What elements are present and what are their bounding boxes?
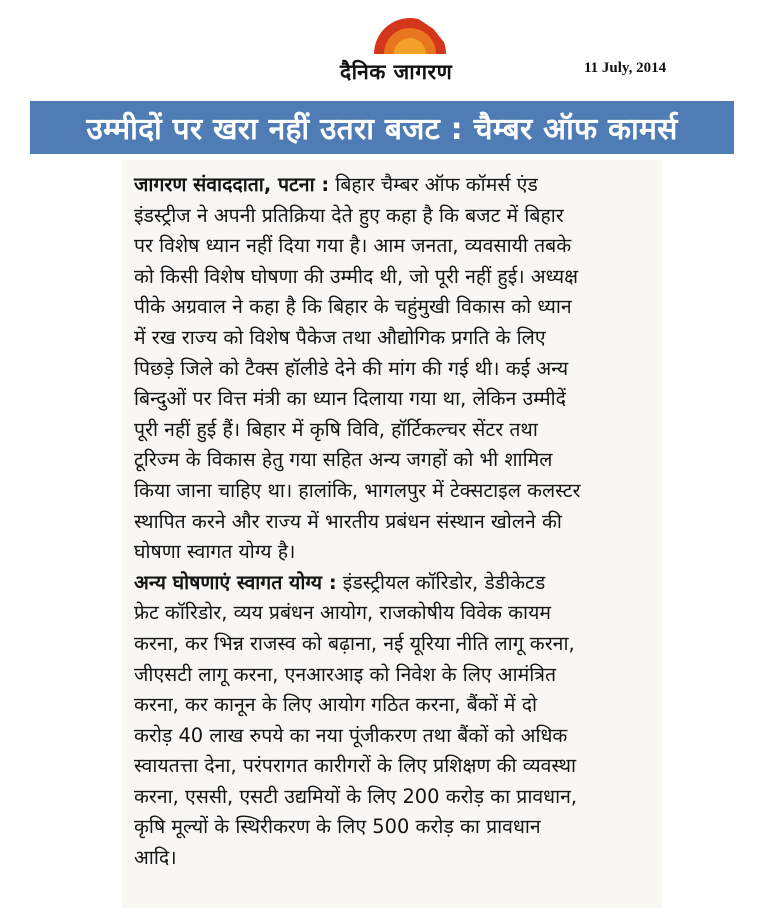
article-line: कृषि मूल्यों के स्थिरीकरण के लिए 500 करोड़ का प्रावधान bbox=[134, 815, 541, 839]
publication-date: 11 July, 2014 bbox=[584, 60, 667, 76]
dateline-lead: जागरण संवाददाता, पटना : bbox=[134, 173, 330, 196]
article-line: स्वायतत्ता देना, परंपरागत कारीगरों के लिए प्रशिक्षण की व्यवस्था bbox=[134, 754, 577, 778]
article-line: टूरिज्म के विकास हेतु गया सहित अन्य जगहों को भी शामिल bbox=[134, 448, 553, 472]
article-line: को किसी विशेष घोषणा की उम्मीद थी, जो पूरी नहीं हुई। अध्यक्ष bbox=[134, 264, 579, 288]
article-line: फ्रेट कॉरिडोर, व्यय प्रबंधन आयोग, राजकोषीय विवेक कायम bbox=[134, 601, 551, 625]
article-line: में रख राज्य को विशेष पैकेज तथा औद्योगिक प्रगति के लिए bbox=[134, 325, 546, 349]
rising-sun-logo bbox=[370, 10, 450, 58]
article-line: अन्य घोषणाएं स्वागत योग्य : इंडस्ट्रीयल कॉरिडोर, डेडीकेटड bbox=[134, 570, 546, 594]
article-paragraph-2 bbox=[134, 568, 652, 874]
article-line: जीएसटी लागू करना, एनआरआइ को निवेश के लिए आमंत्रित bbox=[134, 662, 557, 686]
article-line: स्थापित करने और राज्य में भारतीय प्रबंधन संस्थान खोलने की bbox=[134, 509, 562, 533]
article-line: पर विशेष ध्यान नहीं दिया गया है। आम जनता, व्यवसायी तबके bbox=[134, 234, 572, 258]
article-paragraph-1 bbox=[134, 170, 652, 568]
article-body bbox=[122, 160, 662, 908]
headline-bar bbox=[30, 101, 734, 154]
article-line: करोड़ 40 लाख रुपये का नया पूंजीकरण तथा बैंकों को अधिक bbox=[134, 723, 568, 747]
article-line: पूरी नहीं हुई हैं। बिहार में कृषि विवि, हॉर्टिकल्चर सेंटर तथा bbox=[134, 417, 538, 441]
article-line: इंडस्ट्रीज ने अपनी प्रतिक्रिया देते हुए कहा है कि बजट में बिहार bbox=[134, 203, 564, 227]
masthead bbox=[300, 10, 500, 85]
article-line: करना, एससी, एसटी उद्यमियों के लिए 200 करोड़ का प्रावधान, bbox=[134, 784, 578, 808]
article-line: घोषणा स्वागत योग्य है। bbox=[134, 540, 296, 564]
section-lead: अन्य घोषणाएं स्वागत योग्य : bbox=[134, 570, 337, 594]
newspaper-name: दैनिक जागरण bbox=[340, 60, 453, 84]
article-line: करना, कर कानून के लिए आयोग गठित करना, बैंकों में दो bbox=[134, 693, 538, 717]
article-line: किया जाना चाहिए था। हालांकि, भागलपुर में टेक्सटाइल कलस्टर bbox=[134, 478, 581, 502]
article-line: पिछड़े जिले को टैक्स हॉलीडे देने की मांग की गई थी। कई अन्य bbox=[134, 356, 569, 380]
article-line: करना, कर भिन्न राजस्व को बढ़ाना, नई यूरिया नीति लागू करना, bbox=[134, 631, 575, 655]
article-line: बिन्दुओं पर वित्त मंत्री का ध्यान दिलाया गया था, लेकिन उम्मीदें bbox=[134, 387, 566, 411]
article-line: पीके अग्रवाल ने कहा है कि बिहार के चहुंमुखी विकास को ध्यान bbox=[134, 295, 572, 319]
article-line: जागरण संवाददाता, पटना : बिहार चैम्बर ऑफ कॉमर्स एंड bbox=[134, 173, 538, 196]
headline: उम्मीदों पर खरा नहीं उतरा बजट : चैम्बर ऑफ कामर्स bbox=[86, 112, 678, 147]
article-line: आदि। bbox=[134, 846, 177, 870]
